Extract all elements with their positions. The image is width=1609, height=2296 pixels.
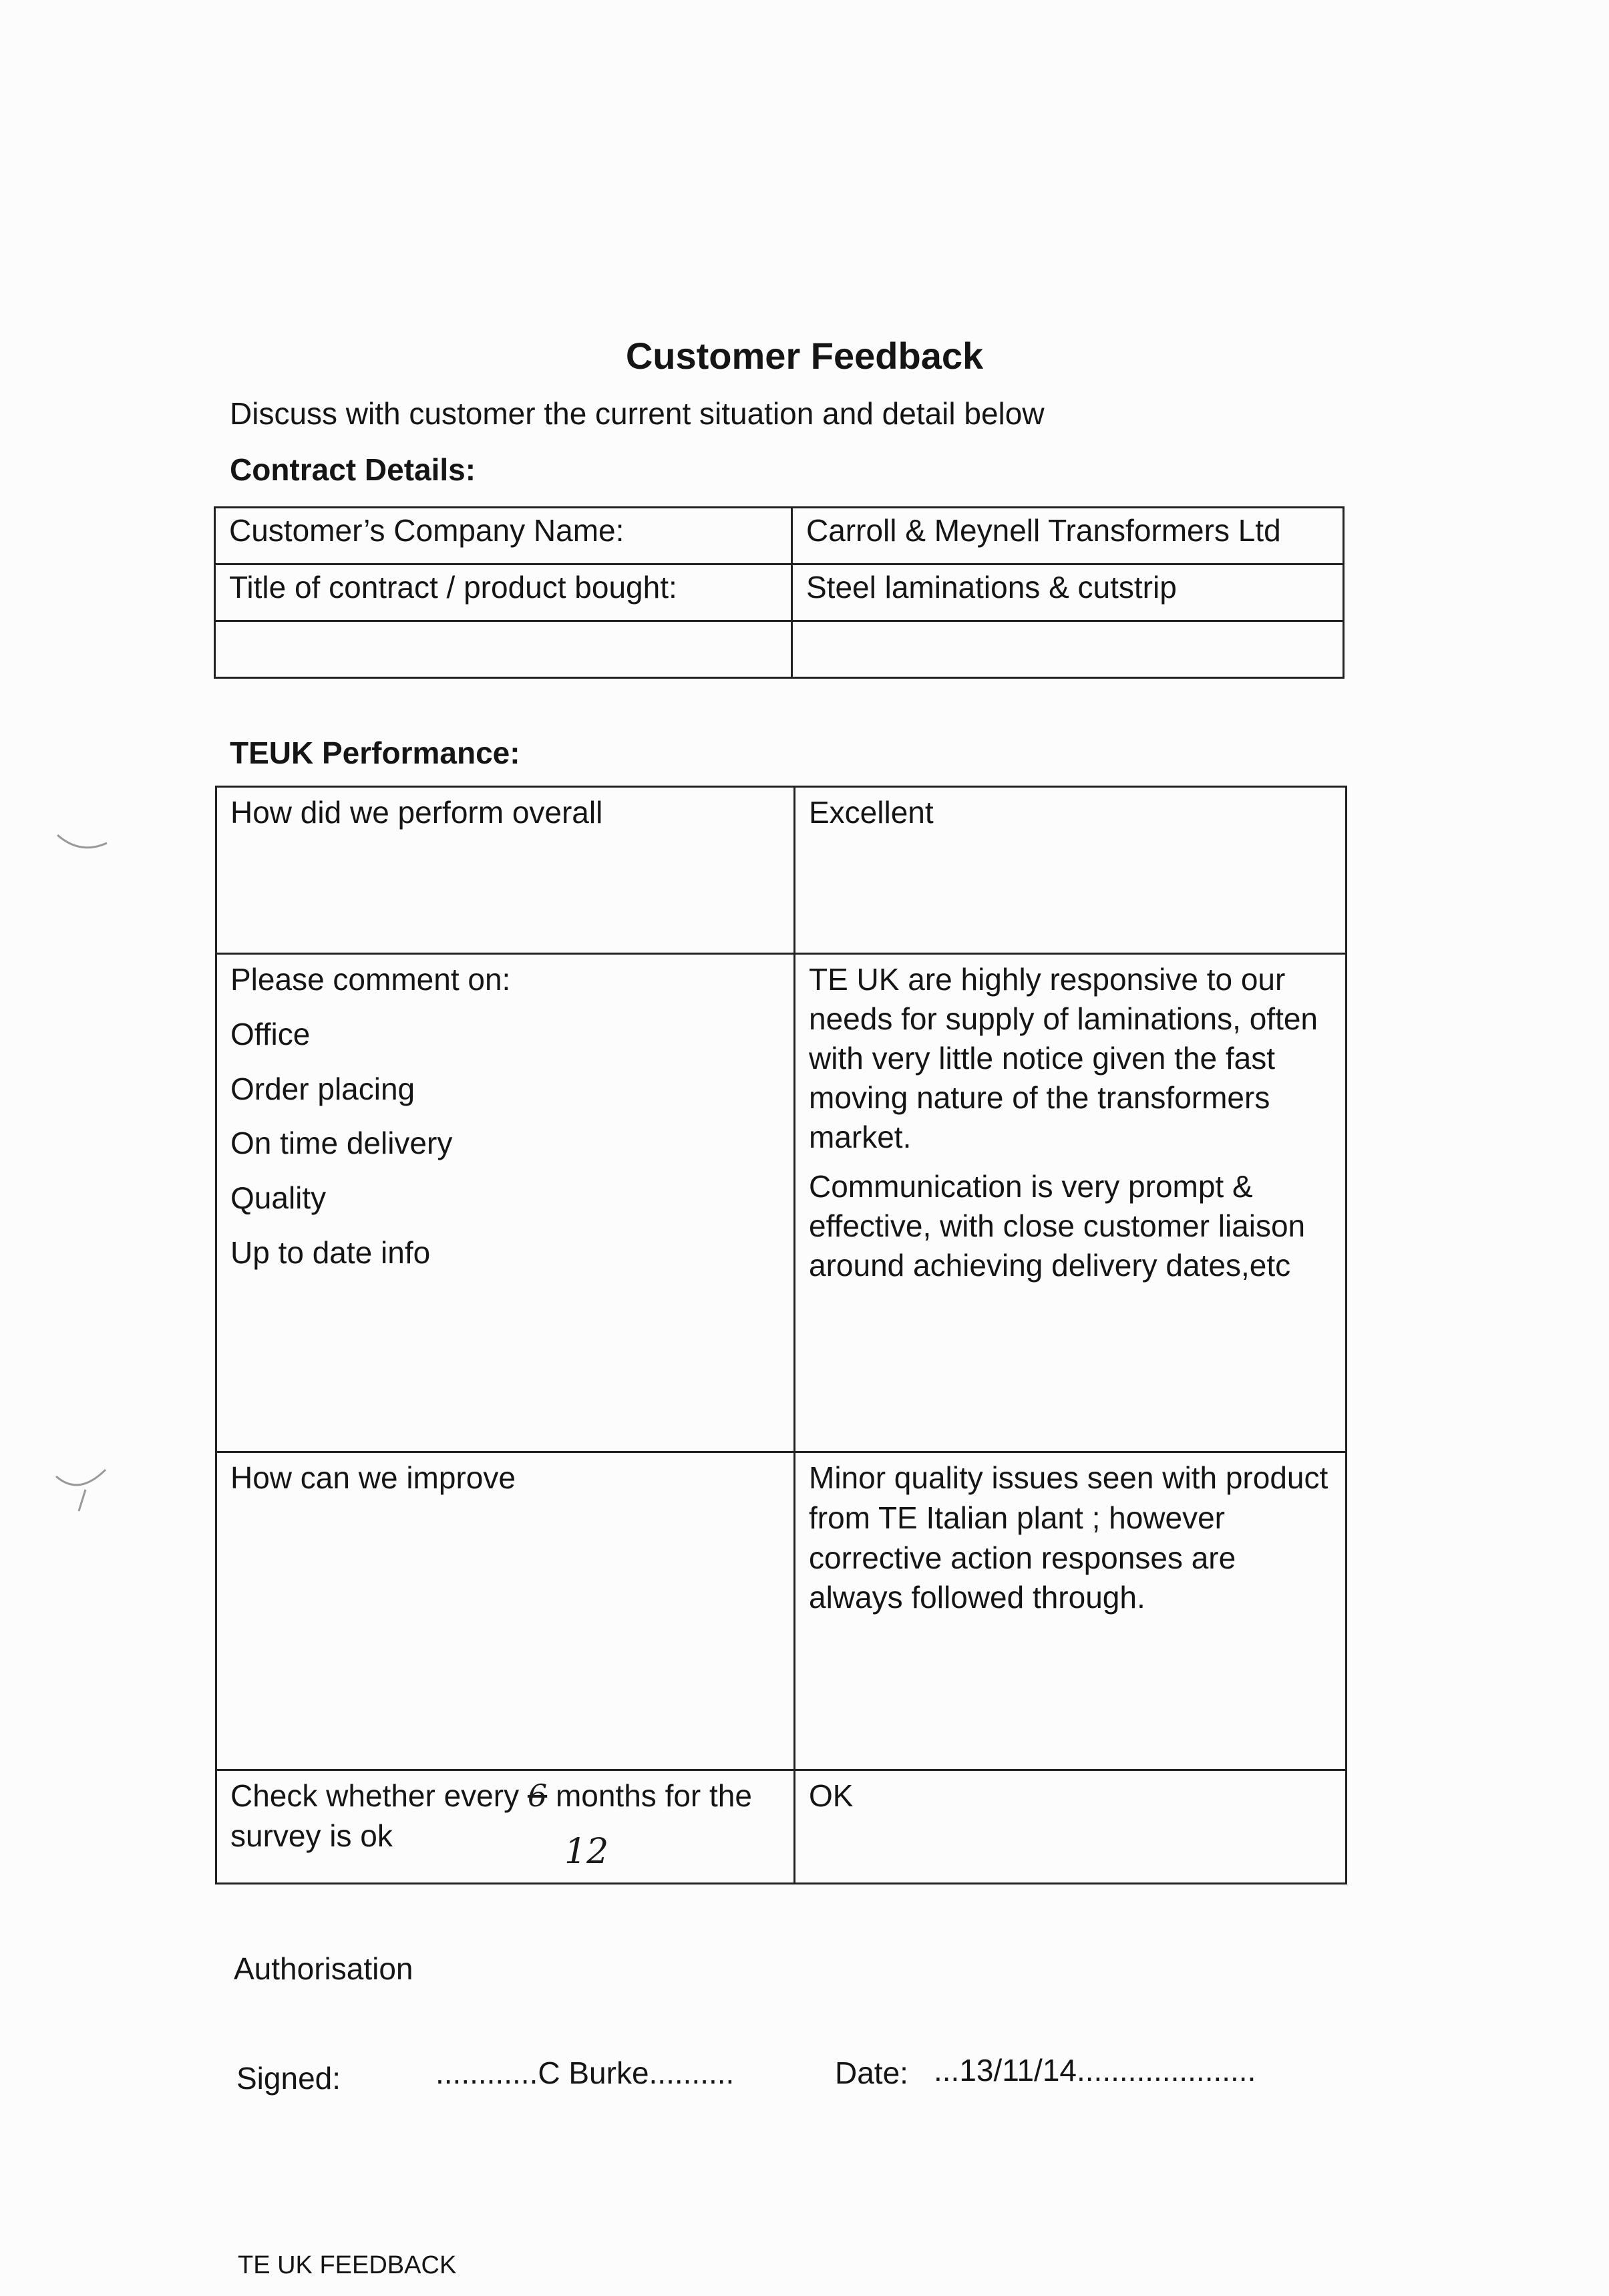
date-value: ...13/11/14..................... bbox=[934, 2053, 1256, 2088]
topic-office: Office bbox=[230, 1016, 311, 1051]
struck-frequency-value: 6 bbox=[527, 1778, 548, 1814]
topic-quality: Quality bbox=[230, 1180, 327, 1216]
contract-title-label: Title of contract / product bought: bbox=[215, 564, 792, 621]
table-row bbox=[216, 1770, 1347, 1884]
overall-value: Excellent bbox=[795, 787, 1347, 954]
authorisation-heading: Authorisation bbox=[234, 1951, 413, 1986]
comment-paragraph-1: TE UK are highly responsive to our needs for supply of laminations, often with very little notice given the fast moving nature of the transformers market. bbox=[809, 962, 1318, 1154]
improve-label: How can we improve bbox=[216, 1452, 795, 1770]
frequency-label bbox=[216, 1770, 795, 1884]
footer-label: TE UK FEEDBACK bbox=[238, 2251, 457, 2279]
punch-hole-mark-upper bbox=[53, 828, 114, 862]
improve-value: Minor quality issues seen with product from TE Italian plant ; however corrective action responses are always followed through. bbox=[795, 1452, 1347, 1770]
contract-title-value: Steel laminations & cutstrip bbox=[792, 564, 1344, 621]
frequency-value: OK bbox=[795, 1770, 1347, 1884]
frequency-label-after: months for the survey is ok bbox=[230, 1778, 752, 1853]
comment-label: Please comment on: bbox=[230, 962, 511, 997]
table-row bbox=[216, 787, 1347, 954]
performance-heading: TEUK Performance: bbox=[230, 735, 520, 770]
table-row bbox=[215, 564, 1344, 621]
company-name-value: Carroll & Meynell Transformers Ltd bbox=[792, 508, 1344, 564]
overall-label: How did we perform overall bbox=[216, 787, 795, 954]
contract-details-table bbox=[214, 506, 1345, 679]
table-row bbox=[215, 621, 1344, 678]
form-intro: Discuss with customer the current situation and detail below bbox=[230, 396, 1045, 431]
contract-details-heading: Contract Details: bbox=[230, 452, 476, 487]
topic-up-to-date-info: Up to date info bbox=[230, 1235, 431, 1270]
punch-hole-mark-lower bbox=[52, 1463, 112, 1516]
topic-on-time-delivery: On time delivery bbox=[230, 1126, 453, 1161]
table-row bbox=[215, 508, 1344, 564]
date-label: Date: bbox=[835, 2056, 908, 2090]
table-row bbox=[216, 1452, 1347, 1770]
frequency-label-before: Check whether every bbox=[230, 1778, 520, 1813]
comment-cell bbox=[216, 954, 795, 1452]
company-name-label: Customer’s Company Name: bbox=[215, 508, 792, 564]
table-row bbox=[216, 954, 1347, 1452]
comment-paragraph-2: Communication is very prompt & effective, with close customer liaison around achieving delivery dates,etc bbox=[809, 1169, 1306, 1283]
topic-order-placing: Order placing bbox=[230, 1071, 415, 1106]
empty-value-cell bbox=[792, 621, 1344, 678]
form-title: Customer Feedback bbox=[625, 335, 984, 377]
signed-label: Signed: bbox=[236, 2061, 341, 2096]
handwritten-frequency-value: 12 bbox=[564, 1832, 609, 1872]
performance-table bbox=[215, 786, 1347, 1884]
comment-response-cell bbox=[795, 954, 1347, 1452]
signed-value: ............C Burke.......... bbox=[435, 2056, 735, 2090]
empty-label-cell bbox=[215, 621, 792, 678]
